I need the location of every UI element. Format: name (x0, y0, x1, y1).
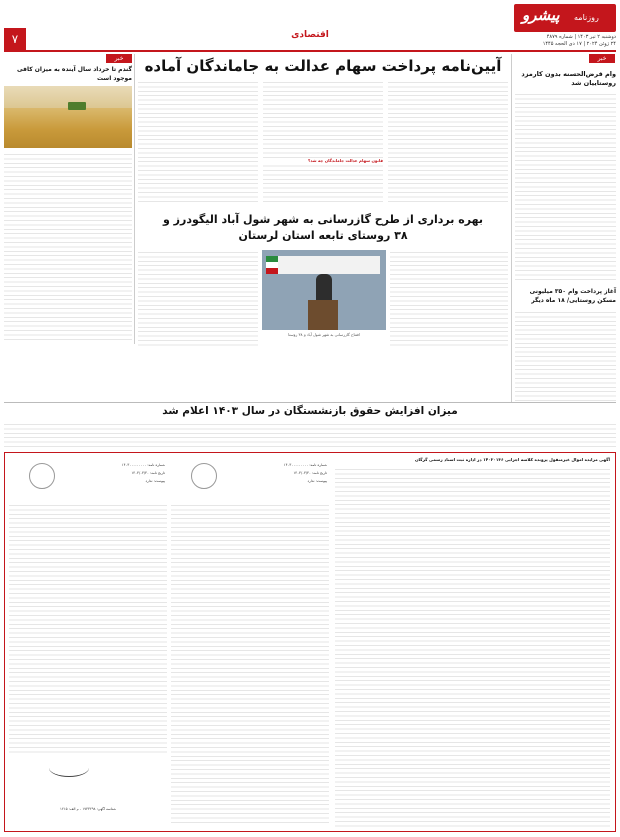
doc-mid-date: تاریخ نامه: ۱۴۰۳/۰۳/۳۰ (293, 471, 327, 475)
ad-footer: شناسه آگهی: ۱۷۴۳۲۹۸ - م الف: ۱۲۱۵ (60, 807, 116, 811)
signature-mark (49, 759, 89, 777)
right-col-headline-1: وام قرض‌الحسنه بدون کارمزد روستاییان شد (521, 70, 616, 87)
doc-left-date: تاریخ نامه: ۱۴۰۳/۰۳/۳۰ (131, 471, 165, 475)
right-col-text-1 (515, 92, 616, 282)
doc-left-attach: پیوست: ندارد (145, 479, 165, 483)
emblem-icon-2 (29, 463, 55, 489)
doc-left-body (9, 503, 167, 753)
pension-text (4, 422, 616, 448)
main-col-1 (388, 80, 508, 204)
gas-photo (262, 250, 386, 330)
photo-flag (266, 256, 278, 274)
doc-mid-attach: پیوست: ندارد (307, 479, 327, 483)
sub-headline: قانون سهام عدالت جاماندگان چه شد؟ (263, 158, 383, 163)
photo-caption: افتتاح گازرسانی به شهر شول آباد و ۳۸ روستا (288, 332, 360, 337)
logo-title: پیشرو (522, 6, 560, 24)
doc-mid-body (171, 503, 329, 823)
gas-headline (138, 212, 508, 244)
logo (514, 4, 616, 32)
col-divider-left (134, 54, 135, 344)
logo-subtitle: روزنامه (574, 13, 599, 22)
col-divider-right (511, 54, 512, 402)
news-tag-left: خبر (106, 54, 132, 63)
main-col-2 (263, 80, 383, 204)
masthead (0, 0, 620, 50)
ad-title: آگهی مزایده اموال غیرمنقول پرونده کلاسه اجرایی ۱۴۰۲۰۱۳۶ در اداره ثبت اسناد رسمی گرگان (414, 457, 610, 462)
doc-left (9, 459, 167, 827)
emblem-icon (191, 463, 217, 489)
pension-headline: میزان افزایش حقوق بازنشستگان در سال ۱۴۰۳ اعلام شد (162, 405, 458, 417)
doc-left-number: شماره نامه: ۱۴۰۳۰۰۰۰۰۰۰۰۰ (121, 463, 165, 467)
main-headline: آیین‌نامه پرداخت سهام عدالت به جاماندگان آماده (144, 57, 502, 75)
gas-text-left (138, 250, 258, 346)
harvester-shape (68, 102, 86, 110)
main-col-3 (138, 80, 258, 204)
doc-mid-number: شماره نامه: ۱۴۰۳۰۰۰۰۰۰۰۰۰ (283, 463, 327, 467)
wheat-photo (4, 86, 132, 148)
right-col-headline-2: آغاز پرداخت وام ۳۵۰ میلیونی مسکن روستایی/ ۱۸ ماه دیگر (529, 288, 616, 304)
doc-mid (171, 459, 329, 827)
left-column (4, 54, 132, 344)
photo-podium (308, 300, 338, 330)
date-line-2: ۲۴ ژوئن ۲۰۲۴ | ۱۷ ذی الحجه ۱۴۴۵ (542, 41, 616, 47)
page-number-box: ۷ (4, 28, 26, 50)
pension-rule (4, 402, 616, 403)
left-col-headline: گندم تا خرداد سال آینده به میزان کافی موجود است (16, 66, 132, 82)
section-title: اقتصادی (291, 30, 329, 40)
left-col-text (4, 152, 132, 342)
masthead-rule (4, 50, 616, 52)
ad-right-col (335, 467, 610, 827)
date-line-1: دوشنبه ۲ تیر ۱۴۰۳ | شماره ۴۸۷۹ (546, 34, 616, 40)
news-tag: خبر (589, 54, 615, 63)
right-col-text-2 (515, 310, 616, 402)
right-column (515, 54, 616, 402)
gas-headline-line-1: بهره برداری از طرح گازرسانی به شهر شول آباد الیگودرز و (163, 213, 483, 226)
main-article (138, 80, 508, 204)
photo-banner (268, 256, 380, 274)
gas-text-right (390, 250, 508, 346)
legal-ad-box (4, 452, 616, 832)
gas-headline-line-2: ۳۸ روستای تابعه استان لرستان (238, 229, 408, 242)
